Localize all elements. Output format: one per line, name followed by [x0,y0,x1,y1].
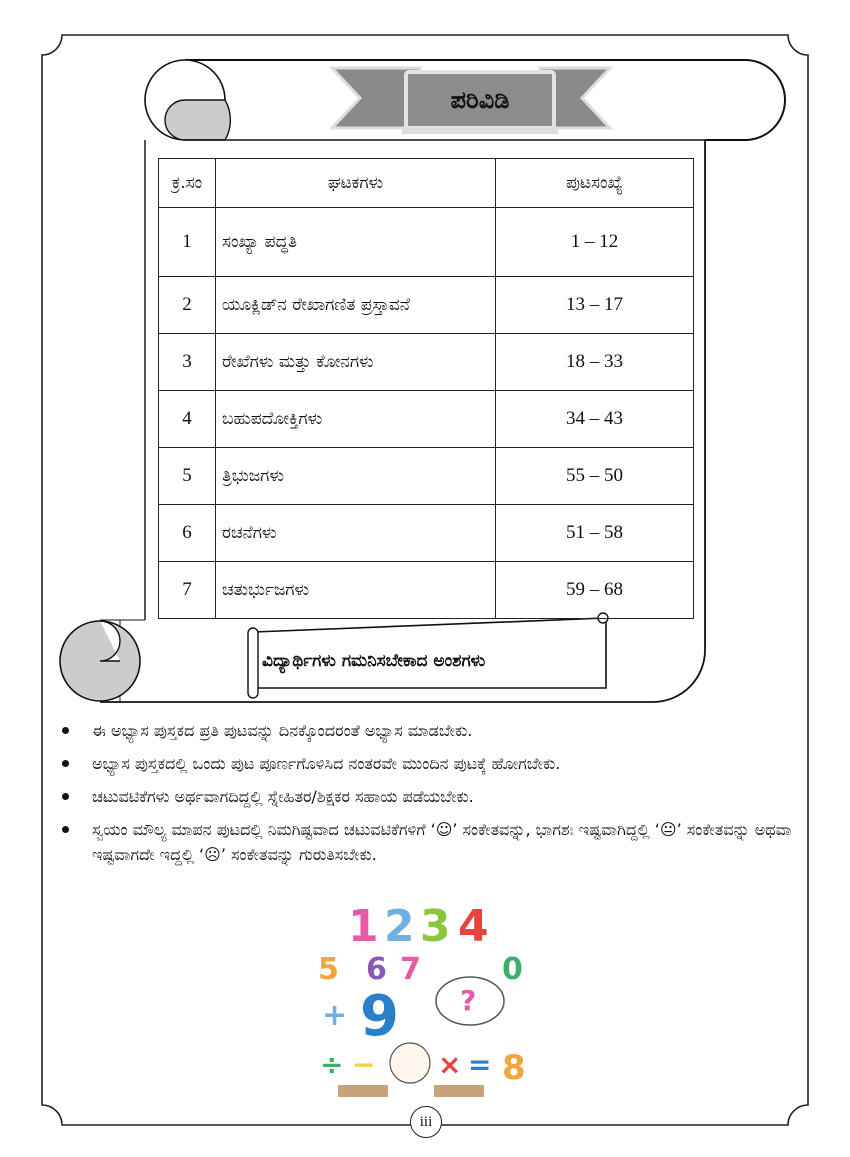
column-header-pages: ಪುಟಸಂಖ್ಯೆ [496,159,694,208]
list-item: ಚಟುವಟಿಕೆಗಳು ಅರ್ಥವಾಗದಿದ್ದಲ್ಲಿ ಸ್ನೇಹಿತರ/ಶಿಕ್ಷಕರ ಸಹಾಯ ಪಡೆಯಬೇಕು. [60,784,800,809]
table-row [159,448,694,505]
digit: 4 [458,901,489,952]
row-number: 2 [159,277,216,334]
row-title: ಬಹುಪದೋಕ್ತಿಗಳು [216,391,496,448]
row-number: 3 [159,334,216,391]
row-number: 1 [159,208,216,277]
table-row [159,334,694,391]
row-title: ಸಂಖ್ಯಾ ಪದ್ಧತಿ [216,208,496,277]
contents-table [158,158,694,619]
digit: + [322,998,348,1033]
digit: × [438,1048,462,1081]
row-title: ಚತುರ್ಭುಜಗಳು [216,562,496,619]
page-title: ಪರಿವಿಡಿ [450,86,510,114]
digit: 8 [502,1048,526,1088]
row-pages: 13 – 17 [496,277,694,334]
digit: ÷ [320,1048,344,1081]
notes-list [60,718,800,875]
table-row [159,277,694,334]
column-header-units: ಘಟಕಗಳು [216,159,496,208]
table-row [159,208,694,277]
row-pages: 34 – 43 [496,391,694,448]
table-row [159,391,694,448]
row-pages: 18 – 33 [496,334,694,391]
table-row [159,562,694,619]
list-item: ಈ ಅಭ್ಯಾಸ ಪುಸ್ತಕದ ಪ್ರತಿ ಪುಟವನ್ನು ದಿನಕ್ಕೊಂದರಂತೆ ಅಭ್ಯಾಸ ಮಾಡಬೇಕು. [60,718,800,743]
column-header-serial: ಕ್ರ.ಸಂ [159,159,216,208]
list-item: ಅಭ್ಯಾಸ ಪುಸ್ತಕದಲ್ಲಿ ಒಂದು ಪುಟ ಪೂರ್ಣಗೊಳಿಸಿದ ನಂತರವೇ ಮುಂದಿನ ಪುಟಕ್ಕೆ ಹೋಗಬೇಕು. [60,751,800,776]
digit: 0 [502,952,523,987]
digit: = [468,1048,492,1081]
digit: 1 [348,901,379,952]
row-pages: 59 – 68 [496,562,694,619]
row-pages: 55 – 50 [496,448,694,505]
row-number: 6 [159,505,216,562]
digit: ? [460,984,477,1017]
digit: 3 [420,901,451,952]
row-title: ಯೂಕ್ಲಿಡ್‌ನ ರೇಖಾಗಣಿತ ಪ್ರಸ್ತಾವನೆ [216,277,496,334]
row-pages: 51 – 58 [496,505,694,562]
row-title: ತ್ರಿಭುಜಗಳು [216,448,496,505]
row-number: 5 [159,448,216,505]
list-item: ಸ್ವಯಂ ಮೌಲ್ಯ ಮಾಪನ ಪುಟದಲ್ಲಿ ನಿಮಗಿಷ್ಟವಾದ ಚಟುವಟಿಕೆಗಳಿಗೆ ‘☺’ ಸಂಕೇತವನ್ನು, ಭಾಗಶಃ ಇಷ್ಟವಾಗಿದ್ದಲ್ಲಿ ‘😐’ ಸಂಕೇತವನ್ನು ಅಥವಾ ಇಷ್ಟವಾಗದೇ ಇದ್ದಲ್ಲಿ ‘☹’ ಸಂಕೇತವನ್ನು ಗುರುತಿಸಬೇಕು. [60,817,800,867]
numbers-illustration [318,901,528,1100]
table-header-row [159,159,694,208]
digit: 9 [360,984,399,1049]
page-number: iii [410,1106,442,1138]
digit: 2 [384,901,415,952]
row-number: 7 [159,562,216,619]
row-title: ರೇಖೆಗಳು ಮತ್ತು ಕೋನಗಳು [216,334,496,391]
digit: 5 [318,952,339,987]
row-number: 4 [159,391,216,448]
notes-heading: ವಿದ್ಯಾರ್ಥಿಗಳು ಗಮನಿಸಬೇಕಾದ ಅಂಶಗಳು [262,651,486,671]
digit: 6 [366,952,387,987]
row-pages: 1 – 12 [496,208,694,277]
digit: − [352,1048,376,1081]
row-title: ರಚನೆಗಳು [216,505,496,562]
table-row [159,505,694,562]
digit: 7 [400,952,421,987]
